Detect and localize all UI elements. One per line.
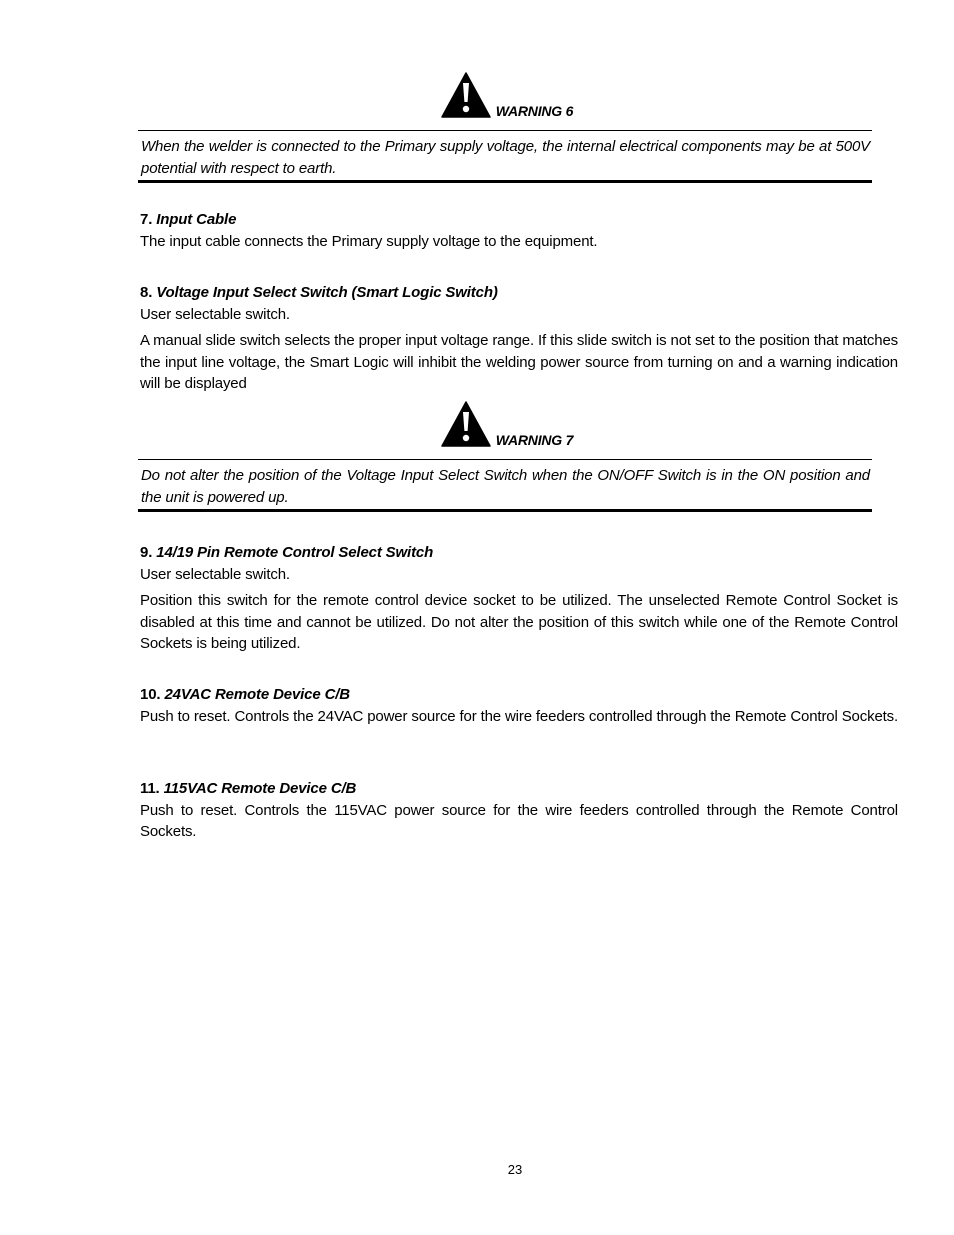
warning-7-box xyxy=(138,459,872,512)
section-7 xyxy=(140,209,898,252)
section-8-number: 8. xyxy=(140,284,153,301)
section-10-title: 24VAC Remote Device C/B xyxy=(164,686,350,703)
section-9-paragraph-1: User selectable switch. xyxy=(140,565,290,583)
warning-triangle-icon xyxy=(441,401,491,447)
section-10-number: 10. xyxy=(140,686,161,703)
section-11-heading xyxy=(140,778,898,800)
section-8-paragraph-2: A manual slide switch selects the proper input voltage range. If this slide switch is not set to the position that matches the input line voltage, the Smart Logic will inhibit the welding power source from turning on and a warning indication will be displayed xyxy=(140,332,898,392)
page-number: 23 xyxy=(507,1162,523,1177)
section-11-paragraph-1: Push to reset. Controls the 115VAC power source for the wire feeders controlled through the Remote Control Sockets. xyxy=(140,801,898,840)
section-11 xyxy=(140,778,898,843)
section-11-title: 115VAC Remote Device C/B xyxy=(163,780,357,797)
section-10-paragraph-1: Push to reset. Controls the 24VAC power source for the wire feeders controlled through the Remote Control Sockets. xyxy=(140,707,899,725)
section-9-paragraph-2: Position this switch for the remote control device socket to be utilized. The unselected Remote Control Socket is disabled at this time and cannot be utilized. Do not alter the position of this switch while one of the Remote Control Sockets is being utilized. xyxy=(140,592,898,652)
section-7-paragraph-1: The input cable connects the Primary supply voltage to the equipment. xyxy=(140,232,598,250)
section-10 xyxy=(140,684,898,727)
warning-6-text: When the welder is connected to the Primary supply voltage, the internal electrical components may be at 500V potential with respect to earth. xyxy=(141,138,870,177)
section-7-number: 7. xyxy=(140,211,153,228)
section-9-heading xyxy=(140,542,898,564)
section-8-title: Voltage Input Select Switch (Smart Logic Switch) xyxy=(156,284,498,301)
warning-7-text: Do not alter the position of the Voltage Input Select Switch when the ON/OFF Switch is in the ON position and the unit is powered up. xyxy=(141,467,870,506)
warning-6-box xyxy=(138,130,872,183)
warning-triangle-icon xyxy=(441,72,491,118)
section-9-title: 14/19 Pin Remote Control Select Switch xyxy=(156,544,434,561)
section-7-title: Input Cable xyxy=(156,211,237,228)
warning-7-header xyxy=(0,401,954,447)
warning-7-title: WARNING 7 xyxy=(495,432,574,448)
section-8 xyxy=(140,282,898,395)
warning-6-title: WARNING 6 xyxy=(495,103,574,119)
warning-6-header xyxy=(0,72,954,118)
section-9-number: 9. xyxy=(140,544,153,561)
section-7-heading xyxy=(140,209,898,231)
section-9 xyxy=(140,542,898,655)
section-8-paragraph-1: User selectable switch. xyxy=(140,305,290,323)
section-8-heading xyxy=(140,282,898,304)
section-11-number: 11. xyxy=(140,780,160,797)
section-10-heading xyxy=(140,684,898,706)
